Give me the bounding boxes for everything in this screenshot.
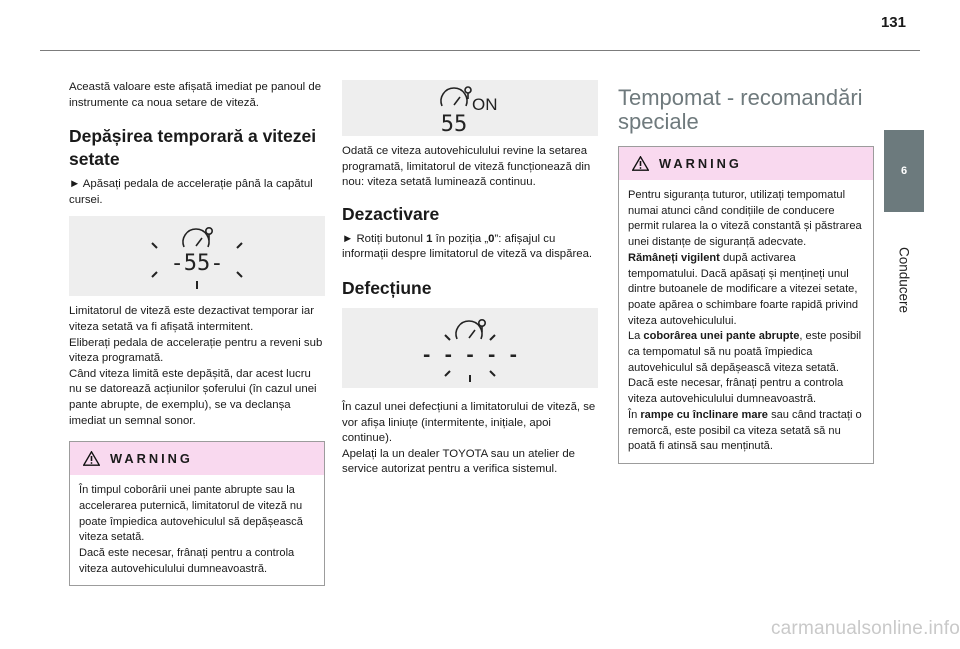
warning-box-descent	[69, 441, 325, 586]
warning-body	[70, 475, 324, 585]
warning-p3	[628, 329, 865, 408]
warning-title: WARNING	[659, 156, 742, 171]
section-title-fault: Defecțiune	[342, 277, 432, 298]
speed-limiter-icon	[183, 228, 212, 247]
step-press-pedal: ► Apăsați pedala de accelerație până la capătul cursei.	[69, 178, 313, 206]
column-3	[618, 86, 874, 464]
limiter-resumes-text: Odată ce viteza autovehiculului revine la setarea programată, limitatorul de viteză funcționează din nou: viteza setată luminează continuu.	[342, 145, 591, 189]
warning-p4-bold: rampe cu înclinare mare	[640, 408, 768, 421]
speed-display-figure-flashing	[69, 216, 325, 296]
warning-p4	[628, 408, 865, 455]
top-rule	[40, 50, 920, 51]
column-2	[342, 80, 598, 478]
chapter-label: Conducere	[896, 246, 912, 314]
warning-triangle-icon	[632, 156, 649, 171]
warning-box-cruise	[618, 146, 874, 464]
warning-p3-text: , este posibil ca tempomatul să nu poată împiedica autovehiculul să depășească viteza setată. Dacă este necesar, frânați pentru a controla viteza autovehiculului dumneavoastră.	[628, 330, 862, 406]
warning-p2	[628, 251, 865, 330]
speed-display-figure-on	[342, 80, 598, 136]
position-zero: 0	[488, 232, 495, 245]
warning-text: În timpul coborârii unei pante abrupte sau la accelerarea puternică, limitatorul de viteză nu poate împiedica autovehiculul să depășească viteza setată. Dacă este necesar, frânați pentru a controla viteza autovehiculului dumneavoastră.	[79, 484, 303, 575]
warning-title: WARNING	[110, 451, 193, 467]
warning-p2-bold: Rămâneți vigilent	[628, 251, 720, 264]
section-title-temporary-overspeed: Depășirea temporară a vitezei setate	[69, 126, 317, 170]
fault-explanation: În cazul unei defecțiuni a limitatorului de viteză, se vor afișa liniuțe (intermitente, inițiale, apoi continue). Apelați la un dealer TOYOTA sau un atelier de service autorizat pentru a verifica sistemul.	[342, 400, 596, 476]
flashing-speed-digits: -55-	[170, 251, 224, 277]
speed-limiter-icon	[441, 87, 471, 106]
step-turn-knob	[342, 232, 598, 263]
warning-body	[619, 180, 873, 463]
section-title-deactivation: Dezactivare	[342, 203, 440, 224]
section-title-cruise-control: Tempomat - recomandări speciale	[618, 85, 863, 134]
step-text-1: ► Rotiți butonul	[342, 232, 427, 245]
warning-p4-text: sau când tractați o remorcă, este posibil ca viteza setată să nu poată fi atinsă sau menținută.	[628, 408, 862, 453]
on-label: ON	[472, 95, 498, 114]
set-speed-digits: 55	[440, 112, 468, 134]
step-text-3: ”: afișajul cu informații despre limitatorul de viteză va dispărea.	[342, 232, 593, 261]
chapter-number: 6	[884, 130, 924, 212]
warning-p3-pre: La	[628, 330, 644, 343]
limiter-explanation: Limitatorul de viteză este dezactivat temporar iar viteza setată va fi afișată intermitent. Eliberați pedala de accelerație pentru a reveni sub viteza programată. Când viteza limită este depășită, dar acest lucru nu se datorează acțiunilor șoferului (în cazul unei pante abrupte, de exemplu), se va declanșa imediat un semnal sonor.	[69, 305, 323, 427]
warning-p2-text: după activarea tempomatului. Dacă apăsați și mențineți unul dintre butoanele de modificare a vitezei setate, poate apărea o schimbare foarte rapidă privind viteza autovehiculului.	[628, 251, 859, 327]
speed-limiter-icon	[456, 320, 485, 339]
fault-dashes: - - - - -	[421, 344, 519, 366]
warning-p1: Pentru siguranța tuturor, utilizați tempomatul numai atunci când condițiile de conducere permit rularea la o viteză constantă și păstrarea unei distanțe de siguranță adecvate.	[628, 189, 862, 249]
watermark: carmanualsonline.info	[770, 618, 960, 639]
warning-header	[70, 442, 324, 475]
warning-header	[619, 147, 873, 180]
knob-number: 1	[426, 232, 433, 245]
warning-triangle-icon	[83, 451, 100, 466]
chapter-tab	[884, 130, 924, 510]
intro-text: Această valoare este afișată imediat pe panoul de instrumente ca noua setare de viteză.	[69, 81, 322, 109]
speed-display-figure-fault	[342, 308, 598, 388]
column-1	[69, 80, 325, 586]
step-text-2: în poziția „	[432, 232, 489, 245]
page-number: 131	[880, 14, 906, 31]
warning-p4-pre: În	[628, 408, 641, 421]
warning-p3-bold: coborârea unei pante abrupte	[643, 330, 800, 343]
